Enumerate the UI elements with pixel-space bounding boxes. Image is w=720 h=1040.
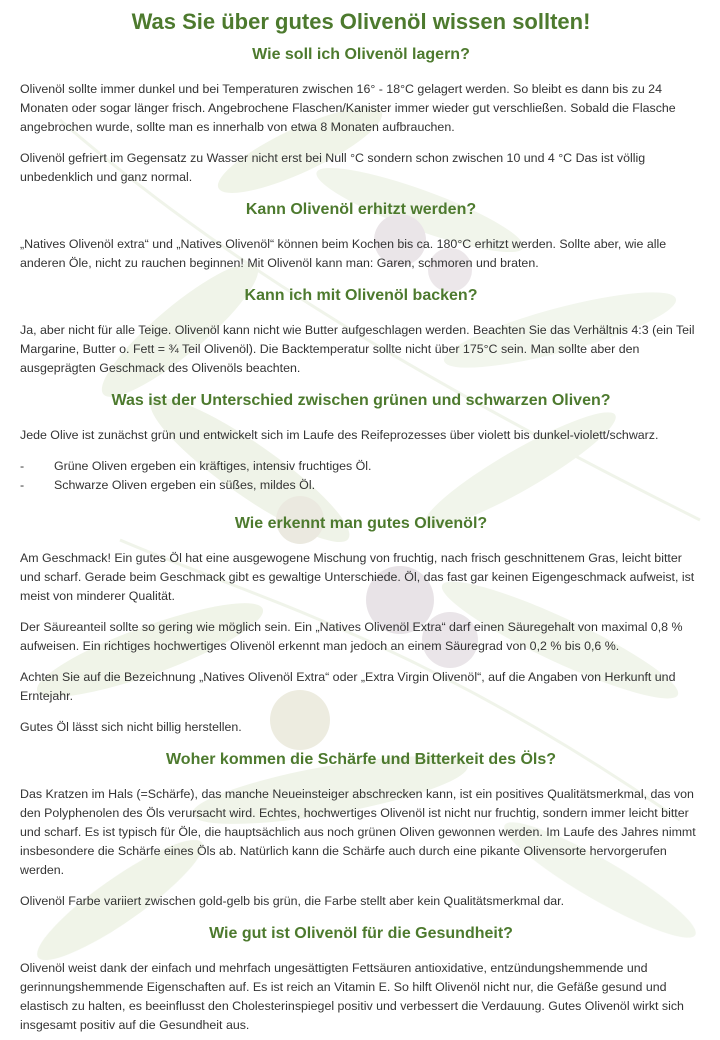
section-heading: Kann ich mit Olivenöl backen? xyxy=(244,287,478,304)
section-quality xyxy=(20,513,702,737)
paragraph: Achten Sie auf die Bezeichnung „Natives Olivenöl Extra“ oder „Extra Virgin Olivenöl“, auf die Angaben von Herkunft und Erntejahr. xyxy=(20,670,676,703)
paragraph: Olivenöl sollte immer dunkel und bei Temperaturen zwischen 16° - 18°C gelagert werden. So bleibt es dann bis zu 24 Monaten oder sogar länger frisch. Angebrochene Flaschen/Kanister immer wieder gut verschließen. Sobald die Flasche angebrochen wurde, sollte man es innerhalb von etwa 8 Monaten aufbrauchen. xyxy=(20,82,676,134)
section-heating xyxy=(20,199,702,273)
section-storage xyxy=(20,44,702,187)
list-item-text: Schwarze Oliven ergeben ein süßes, mildes Öl. xyxy=(54,478,316,492)
paragraph: Ja, aber nicht für alle Teige. Olivenöl kann nicht wie Butter aufgeschlagen werden. Beachten Sie das Verhältnis 4:3 (ein Teil Margarine, Butter o. Fett = ¾ Teil Olivenöl). Die Backtemperatur sollte nicht über 175°C sein. Man sollte aber den ausgeprägten Geschmack des Olivenöls beachten. xyxy=(20,323,695,375)
paragraph: Olivenöl Farbe variiert zwischen gold-gelb bis grün, die Farbe stellt aber kein Qualitätsmerkmal dar. xyxy=(20,894,565,908)
paragraph: Olivenöl gefriert im Gegensatz zu Wasser nicht erst bei Null °C sondern schon zwischen 10 und 4 °C Das ist völlig unbedenklich und ganz normal. xyxy=(20,151,646,184)
section-heading: Wie soll ich Olivenöl lagern? xyxy=(252,46,470,63)
section-bitterness xyxy=(20,749,702,911)
paragraph: Das Kratzen im Hals (=Schärfe), das manche Neueinsteiger abschrecken kann, ist ein positives Qualitätsmerkmal, das von den Polyphenolen des Öls verursacht wird. Echtes, hochwertiges Olivenöl ist nicht nur fruchtig, sondern immer leicht bitter und scharf. Es ist typisch für Öle, die hauptsächlich aus noch grünen Oliven gewonnen werden. Im Laufe des Jahres nimmt insbesondere die Schärfe eines Öls ab. Natürlich kann die Schärfe auch durch eine pikante Olivensorte hervorgerufen werden. xyxy=(20,787,696,877)
paragraph: Gutes Öl lässt sich nicht billig herstellen. xyxy=(20,720,242,734)
section-health xyxy=(20,923,702,1035)
paragraph: „Natives Olivenöl extra“ und „Natives Olivenöl“ können beim Kochen bis ca. 180°C erhitzt werden. Sollte aber, wie alle anderen Öle, nicht zu rauchen beginnen! Mit Olivenöl kann man: Garen, schmoren und braten. xyxy=(20,237,667,270)
list-item: - Schwarze Oliven ergeben ein süßes, mildes Öl. xyxy=(20,476,702,495)
list-item: - Grüne Oliven ergeben ein kräftiges, intensiv fruchtiges Öl. xyxy=(20,457,702,476)
section-heading: Wie erkennt man gutes Olivenöl? xyxy=(234,515,488,532)
section-baking xyxy=(20,285,702,378)
paragraph: Jede Olive ist zunächst grün und entwickelt sich im Laufe des Reifeprozesses über violett bis dunkel-violett/schwarz. xyxy=(20,428,659,442)
section-heading: Woher kommen die Schärfe und Bitterkeit des Öls? xyxy=(165,751,556,768)
dash-list xyxy=(20,457,702,495)
section-heading: Was ist der Unterschied zwischen grünen und schwarzen Oliven? xyxy=(111,392,611,409)
paragraph: Am Geschmack! Ein gutes Öl hat eine ausgewogene Mischung von fruchtig, nach frisch geschnittenem Gras, leicht bitter und scharf. Gerade beim Geschmack gibt es gewaltige Unterschiede. Öl, das fast gar keinen Eigengeschmack aufweist, ist meist von minderer Qualität. xyxy=(20,551,695,603)
section-heading: Wie gut ist Olivenöl für die Gesundheit? xyxy=(209,925,513,942)
paragraph: Der Säureanteil sollte so gering wie möglich sein. Ein „Natives Olivenöl Extra“ darf einen Säuregehalt von maximal 0,8 % aufweisen. Ein richtiges hochwertiges Olivenöl erkennt man jedoch an einem Säuregrad von 0,2 % bis 0,6 %. xyxy=(20,620,683,653)
section-heading: Kann Olivenöl erhitzt werden? xyxy=(245,201,477,218)
list-item-text: Grüne Oliven ergeben ein kräftiges, intensiv fruchtiges Öl. xyxy=(54,459,372,473)
paragraph: Olivenöl weist dank der einfach und mehrfach ungesättigten Fettsäuren antioxidative, entzündungshemmende und gerinnungshemmende Eigenschaften auf. Es ist reich an Vitamin E. So hilft Olivenöl nicht nur, die Gefäße gesund und elastisch zu halten, es beeinflusst den Cholesterinspiegel positiv und verbessert die Verdauung. Gutes Olivenöl wirkt sich insgesamt positiv auf die Gesundheit aus. xyxy=(20,961,684,1032)
section-green-black xyxy=(20,390,702,495)
page-title: Was Sie über gutes Olivenöl wissen sollten! xyxy=(131,9,591,34)
